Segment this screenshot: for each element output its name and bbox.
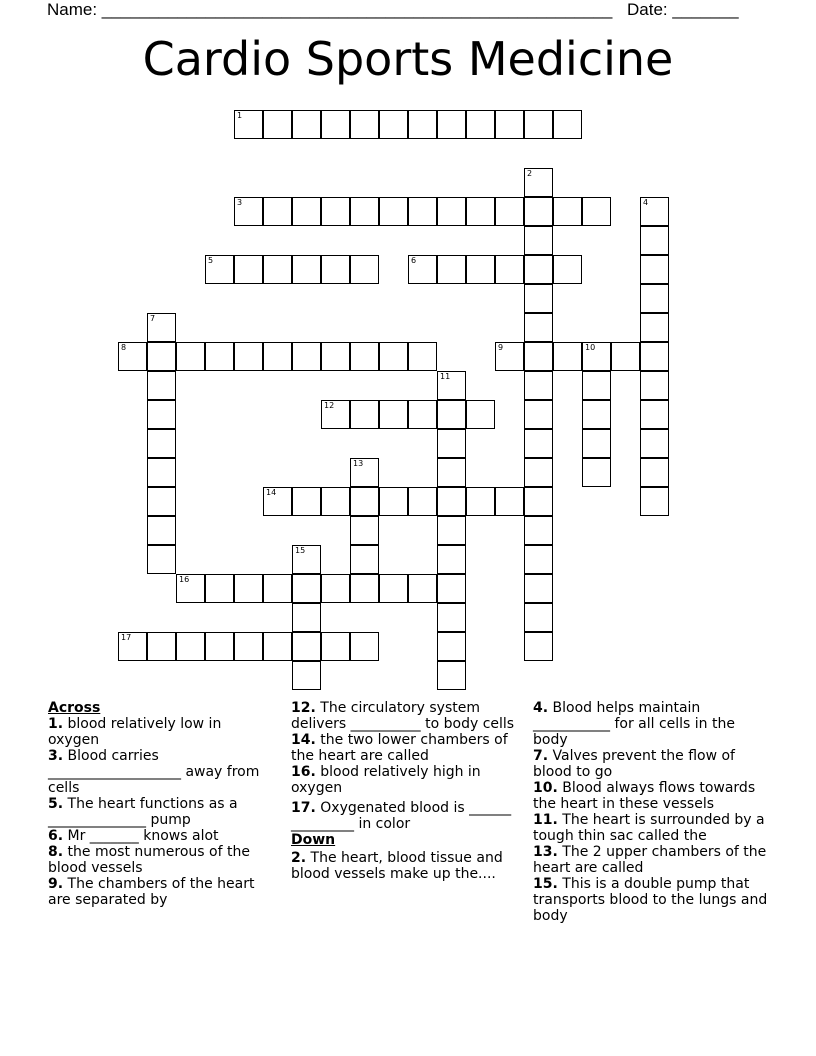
clue-across-9 — [48, 876, 273, 908]
grid-cell[interactable] — [524, 110, 553, 139]
grid-cell[interactable] — [524, 371, 553, 400]
clue-down-10 — [533, 780, 768, 812]
grid-cell[interactable] — [437, 516, 466, 545]
clue-text: the two lower chambers of the heart are called — [291, 732, 508, 764]
grid-cell[interactable] — [147, 516, 176, 545]
grid-cell[interactable] — [263, 342, 292, 371]
grid-cell[interactable] — [640, 458, 669, 487]
grid-cell[interactable] — [466, 487, 495, 516]
grid-cell[interactable] — [466, 400, 495, 429]
grid-cell[interactable] — [640, 400, 669, 429]
grid-cell[interactable] — [553, 255, 582, 284]
grid-cell[interactable] — [205, 574, 234, 603]
clue-number: 14. — [291, 732, 316, 748]
grid-cell[interactable] — [495, 110, 524, 139]
grid-cell[interactable] — [524, 255, 553, 284]
grid-cell[interactable] — [437, 545, 466, 574]
clues-column-3 — [533, 700, 768, 924]
grid-cell[interactable] — [176, 574, 205, 603]
grid-cell[interactable] — [379, 197, 408, 226]
cell-number: 13 — [353, 459, 364, 468]
grid-cell[interactable] — [437, 197, 466, 226]
clue-across-12 — [291, 700, 521, 732]
grid-cell[interactable] — [408, 197, 437, 226]
grid-cell[interactable] — [437, 255, 466, 284]
clue-across-1 — [48, 716, 273, 748]
grid-cell[interactable] — [437, 603, 466, 632]
clue-text: This is a double pump that transports blood to the lungs and body — [533, 876, 768, 924]
grid-cell[interactable] — [205, 255, 234, 284]
clue-across-16 — [291, 764, 521, 796]
grid-cell[interactable] — [234, 110, 263, 139]
grid-cell[interactable] — [263, 110, 292, 139]
grid-cell[interactable] — [408, 400, 437, 429]
grid-cell[interactable] — [582, 197, 611, 226]
grid-cell[interactable] — [408, 110, 437, 139]
grid-cell[interactable] — [292, 603, 321, 632]
clue-number: 2. — [291, 850, 307, 866]
grid-cell[interactable] — [321, 342, 350, 371]
clue-number: 16. — [291, 764, 316, 780]
grid-cell[interactable] — [524, 516, 553, 545]
cell-number: 10 — [585, 343, 596, 352]
grid-cell[interactable] — [350, 197, 379, 226]
cell-number: 2 — [527, 169, 533, 178]
clue-text: Valves prevent the flow of blood to go — [533, 748, 735, 780]
grid-cell[interactable] — [321, 400, 350, 429]
grid-cell[interactable] — [147, 632, 176, 661]
grid-cell[interactable] — [524, 574, 553, 603]
grid-cell[interactable] — [292, 255, 321, 284]
cell-number: 11 — [440, 372, 451, 381]
clue-down-13 — [533, 844, 768, 876]
clue-text: The 2 upper chambers of the heart are called — [533, 844, 767, 876]
grid-cell[interactable] — [495, 197, 524, 226]
grid-cell[interactable] — [147, 313, 176, 342]
down-heading: Down — [291, 832, 336, 848]
cell-number: 12 — [324, 401, 335, 410]
grid-cell[interactable] — [524, 429, 553, 458]
grid-cell[interactable] — [263, 197, 292, 226]
grid-cell[interactable] — [292, 197, 321, 226]
cell-number: 4 — [643, 198, 649, 207]
grid-cell[interactable] — [640, 342, 669, 371]
grid-cell[interactable] — [321, 487, 350, 516]
cell-number: 15 — [295, 546, 306, 555]
clue-down-4 — [533, 700, 768, 748]
cell-number: 1 — [237, 111, 243, 120]
grid-cell[interactable] — [582, 458, 611, 487]
grid-cell[interactable] — [640, 197, 669, 226]
clue-text: blood relatively low in oxygen — [48, 716, 222, 748]
clue-text: The heart, blood tissue and blood vessels make up the.... — [291, 850, 503, 882]
grid-cell[interactable] — [437, 371, 466, 400]
grid-cell[interactable] — [524, 168, 553, 197]
grid-cell[interactable] — [205, 342, 234, 371]
grid-cell[interactable] — [466, 255, 495, 284]
grid-cell[interactable] — [176, 342, 205, 371]
grid-cell[interactable] — [350, 545, 379, 574]
clue-down-2 — [291, 850, 521, 882]
clue-text: The circulatory system delivers __________ to body cells — [291, 700, 515, 732]
clue-across-17 — [291, 800, 521, 832]
grid-cell[interactable] — [524, 545, 553, 574]
grid-cell[interactable] — [437, 429, 466, 458]
grid-cell[interactable] — [234, 632, 263, 661]
grid-cell[interactable] — [524, 632, 553, 661]
grid-cell[interactable] — [234, 197, 263, 226]
grid-cell[interactable] — [350, 458, 379, 487]
grid-cell[interactable] — [408, 487, 437, 516]
grid-cell[interactable] — [379, 487, 408, 516]
grid-cell[interactable] — [234, 255, 263, 284]
clue-text: The heart functions as a ______________ pump — [48, 796, 238, 828]
clue-number: 11. — [533, 812, 558, 828]
cell-number: 9 — [498, 343, 504, 352]
grid-cell[interactable] — [553, 197, 582, 226]
clue-text: The chambers of the heart are separated by — [48, 876, 255, 908]
clue-number: 13. — [533, 844, 558, 860]
date-field-line: Date: _______ — [627, 0, 739, 19]
clue-text: Blood helps maintain ___________ for all cells in the body — [533, 700, 735, 748]
grid-cell[interactable] — [437, 574, 466, 603]
cell-number: 16 — [179, 575, 190, 584]
grid-cell[interactable] — [234, 342, 263, 371]
grid-cell[interactable] — [263, 574, 292, 603]
clue-down-7 — [533, 748, 768, 780]
clue-number: 3. — [48, 748, 64, 764]
clues-column-1 — [48, 700, 273, 908]
grid-cell[interactable] — [292, 545, 321, 574]
grid-cell[interactable] — [321, 197, 350, 226]
grid-cell[interactable] — [437, 458, 466, 487]
clue-across-14 — [291, 732, 521, 764]
grid-cell[interactable] — [350, 400, 379, 429]
grid-cell[interactable] — [263, 255, 292, 284]
grid-cell[interactable] — [118, 342, 147, 371]
grid-cell[interactable] — [495, 255, 524, 284]
grid-cell[interactable] — [147, 487, 176, 516]
cell-number: 3 — [237, 198, 243, 207]
grid-cell[interactable] — [524, 400, 553, 429]
grid-cell[interactable] — [147, 371, 176, 400]
clue-across-5 — [48, 796, 273, 828]
grid-cell[interactable] — [408, 574, 437, 603]
grid-cell[interactable] — [524, 197, 553, 226]
clue-across-8 — [48, 844, 273, 876]
cell-number: 5 — [208, 256, 214, 265]
grid-cell[interactable] — [263, 632, 292, 661]
grid-cell[interactable] — [582, 429, 611, 458]
grid-cell[interactable] — [350, 516, 379, 545]
grid-cell[interactable] — [292, 574, 321, 603]
grid-cell[interactable] — [437, 110, 466, 139]
grid-cell[interactable] — [582, 371, 611, 400]
grid-cell[interactable] — [118, 632, 147, 661]
clue-text: Mr _______ knows alot — [67, 828, 219, 844]
grid-cell[interactable] — [495, 487, 524, 516]
grid-cell[interactable] — [321, 574, 350, 603]
grid-cell[interactable] — [379, 342, 408, 371]
cell-number: 17 — [121, 633, 132, 642]
name-field-line: Name: ______________________________________________________ — [47, 0, 613, 19]
across-heading: Across — [48, 700, 101, 716]
grid-cell[interactable] — [582, 400, 611, 429]
grid-cell[interactable] — [176, 632, 205, 661]
clue-across-6 — [48, 828, 273, 844]
grid-cell[interactable] — [350, 632, 379, 661]
grid-cell[interactable] — [524, 342, 553, 371]
grid-cell[interactable] — [350, 487, 379, 516]
clue-text: Blood always flows towards the heart in these vessels — [533, 780, 756, 812]
grid-cell[interactable] — [408, 342, 437, 371]
grid-cell[interactable] — [205, 632, 234, 661]
clue-number: 4. — [533, 700, 549, 716]
grid-cell[interactable] — [147, 545, 176, 574]
grid-cell[interactable] — [582, 342, 611, 371]
clue-number: 7. — [533, 748, 549, 764]
grid-cell[interactable] — [147, 429, 176, 458]
grid-cell[interactable] — [408, 255, 437, 284]
grid-cell[interactable] — [147, 458, 176, 487]
grid-cell[interactable] — [350, 255, 379, 284]
grid-cell[interactable] — [524, 284, 553, 313]
clue-number: 9. — [48, 876, 64, 892]
clue-down-11 — [533, 812, 768, 844]
grid-cell[interactable] — [495, 342, 524, 371]
grid-cell[interactable] — [640, 487, 669, 516]
grid-cell[interactable] — [292, 110, 321, 139]
grid-cell[interactable] — [640, 429, 669, 458]
clue-text: blood relatively high in oxygen — [291, 764, 481, 796]
cell-number: 8 — [121, 343, 127, 352]
clues-column-2 — [291, 700, 521, 882]
grid-cell[interactable] — [524, 458, 553, 487]
grid-cell[interactable] — [553, 342, 582, 371]
grid-cell[interactable] — [437, 632, 466, 661]
grid-cell[interactable] — [553, 110, 582, 139]
cell-number: 14 — [266, 488, 277, 497]
grid-cell[interactable] — [524, 603, 553, 632]
grid-cell[interactable] — [437, 400, 466, 429]
clue-across-3 — [48, 748, 273, 796]
grid-cell[interactable] — [640, 284, 669, 313]
grid-cell[interactable] — [350, 574, 379, 603]
grid-cell[interactable] — [437, 487, 466, 516]
grid-cell[interactable] — [640, 255, 669, 284]
grid-cell[interactable] — [524, 313, 553, 342]
grid-cell[interactable] — [640, 226, 669, 255]
clue-number: 12. — [291, 700, 316, 716]
grid-cell[interactable] — [292, 487, 321, 516]
grid-cell[interactable] — [466, 110, 495, 139]
grid-cell[interactable] — [292, 661, 321, 690]
grid-cell[interactable] — [379, 110, 408, 139]
grid-cell[interactable] — [379, 574, 408, 603]
grid-cell[interactable] — [437, 661, 466, 690]
grid-cell[interactable] — [350, 110, 379, 139]
clue-text: the most numerous of the blood vessels — [48, 844, 250, 876]
cell-number: 7 — [150, 314, 156, 323]
grid-cell[interactable] — [263, 487, 292, 516]
grid-cell[interactable] — [321, 110, 350, 139]
clue-number: 10. — [533, 780, 558, 796]
grid-cell[interactable] — [611, 342, 640, 371]
grid-cell[interactable] — [379, 400, 408, 429]
grid-cell[interactable] — [350, 342, 379, 371]
grid-cell[interactable] — [234, 574, 263, 603]
puzzle-title: Cardio Sports Medicine — [142, 32, 674, 86]
grid-cell[interactable] — [147, 342, 176, 371]
grid-cell[interactable] — [466, 197, 495, 226]
clue-number: 1. — [48, 716, 64, 732]
clue-number: 5. — [48, 796, 64, 812]
grid-cell[interactable] — [640, 313, 669, 342]
grid-cell[interactable] — [524, 226, 553, 255]
clue-text: Blood carries ___________________ away from cells — [48, 748, 260, 796]
clue-number: 17. — [291, 800, 316, 816]
clue-number: 6. — [48, 828, 64, 844]
grid-cell[interactable] — [640, 371, 669, 400]
grid-cell[interactable] — [524, 487, 553, 516]
grid-cell[interactable] — [292, 632, 321, 661]
clue-down-15 — [533, 876, 768, 924]
grid-cell[interactable] — [147, 400, 176, 429]
clue-number: 8. — [48, 844, 64, 860]
clue-text: The heart is surrounded by a tough thin sac called the — [533, 812, 765, 844]
clue-text: Oxygenated blood is ______ _________ in color — [291, 800, 512, 832]
clue-number: 15. — [533, 876, 558, 892]
grid-cell[interactable] — [321, 255, 350, 284]
grid-cell[interactable] — [292, 342, 321, 371]
grid-cell[interactable] — [321, 632, 350, 661]
cell-number: 6 — [411, 256, 417, 265]
